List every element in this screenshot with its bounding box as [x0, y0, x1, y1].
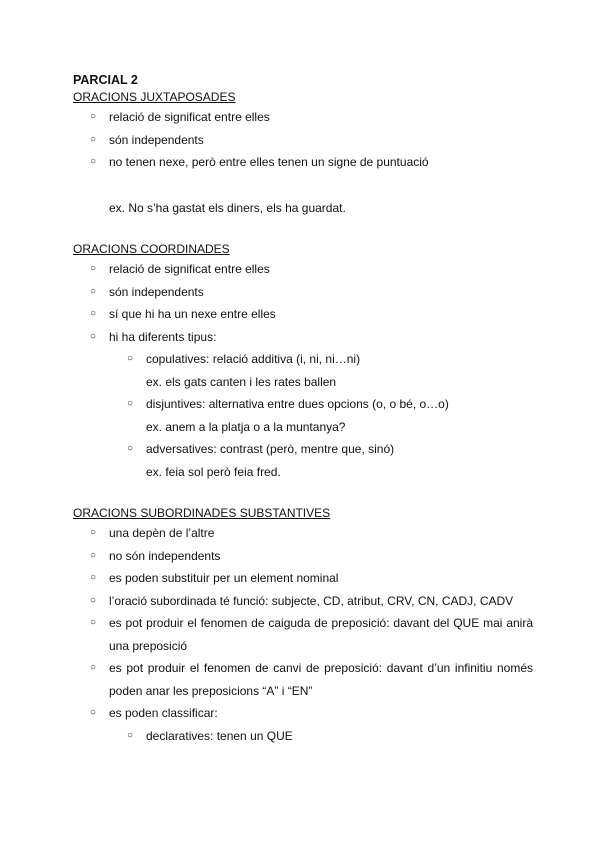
- sub-list-item: [110, 348, 533, 393]
- subordinades-list: [73, 522, 533, 725]
- example-text: ex. els gats canten i les rates ballen: [146, 374, 337, 389]
- list-item: ○ es pot produir el fenomen de canvi de preposició: davant d’un infinitiu només poden anar les preposicions “A” i “EN”: [73, 657, 533, 702]
- sub-list-item: [110, 438, 533, 483]
- coordinades-types: [73, 348, 533, 483]
- section-heading-coordinades: ORACIONS COORDINADES: [73, 242, 230, 256]
- list-item: ○ es pot produir el fenomen de caiguda de preposició: davant del QUE mai anirà una preposició: [73, 612, 533, 657]
- list-item: ○ hi ha diferents tipus:: [73, 326, 533, 349]
- sub-item-text: disjuntives: alternativa entre dues opcions (o, o bé, o…o): [146, 397, 449, 411]
- list-item: ○ són independents: [73, 281, 533, 304]
- list-item: ○ no són independents: [73, 545, 533, 568]
- list-item: ○ sí que hi ha un nexe entre elles: [73, 303, 533, 326]
- list-item: ○ l’oració subordinada té funció: subjecte, CD, atribut, CRV, CN, CADJ, CADV: [73, 590, 533, 613]
- list-item: ○ una depèn de l’altre: [73, 522, 533, 545]
- section-heading-juxtaposades: ORACIONS JUXTAPOSADES: [73, 90, 236, 104]
- sub-item-text: copulatives: relació additiva (i, ni, ni…ni): [146, 352, 361, 366]
- sub-list-item: [110, 725, 533, 748]
- example-text: ex. anem a la platja o a la muntanya?: [146, 419, 346, 434]
- list-item: ○ relació de significat entre elles: [73, 106, 533, 129]
- list-item: ○ relació de significat entre elles: [73, 258, 533, 281]
- list-item: ○ es poden classificar:: [73, 702, 533, 725]
- section-heading-subordinades: ORACIONS SUBORDINADES SUBSTANTIVES: [73, 506, 331, 520]
- example-text: ex. No s’ha gastat els diners, els ha guardat.: [109, 200, 346, 215]
- coordinades-list: [73, 258, 533, 348]
- sub-list-item: [110, 393, 533, 438]
- list-item: ○ es poden substituir per un element nominal: [73, 567, 533, 590]
- sub-item-text: adversatives: contrast (però, mentre que, sinó): [146, 442, 395, 456]
- list-item: ○ no tenen nexe, però entre elles tenen un signe de puntuació: [73, 151, 533, 174]
- document-title: PARCIAL 2: [73, 73, 138, 87]
- subordinades-types: [73, 725, 533, 748]
- document-page: [73, 72, 533, 747]
- juxtaposades-list: [73, 106, 533, 174]
- example-text: ex. feia sol però feia fred.: [146, 464, 281, 479]
- list-item: ○ són independents: [73, 129, 533, 152]
- sub-item-text: declaratives: tenen un QUE: [146, 728, 293, 743]
